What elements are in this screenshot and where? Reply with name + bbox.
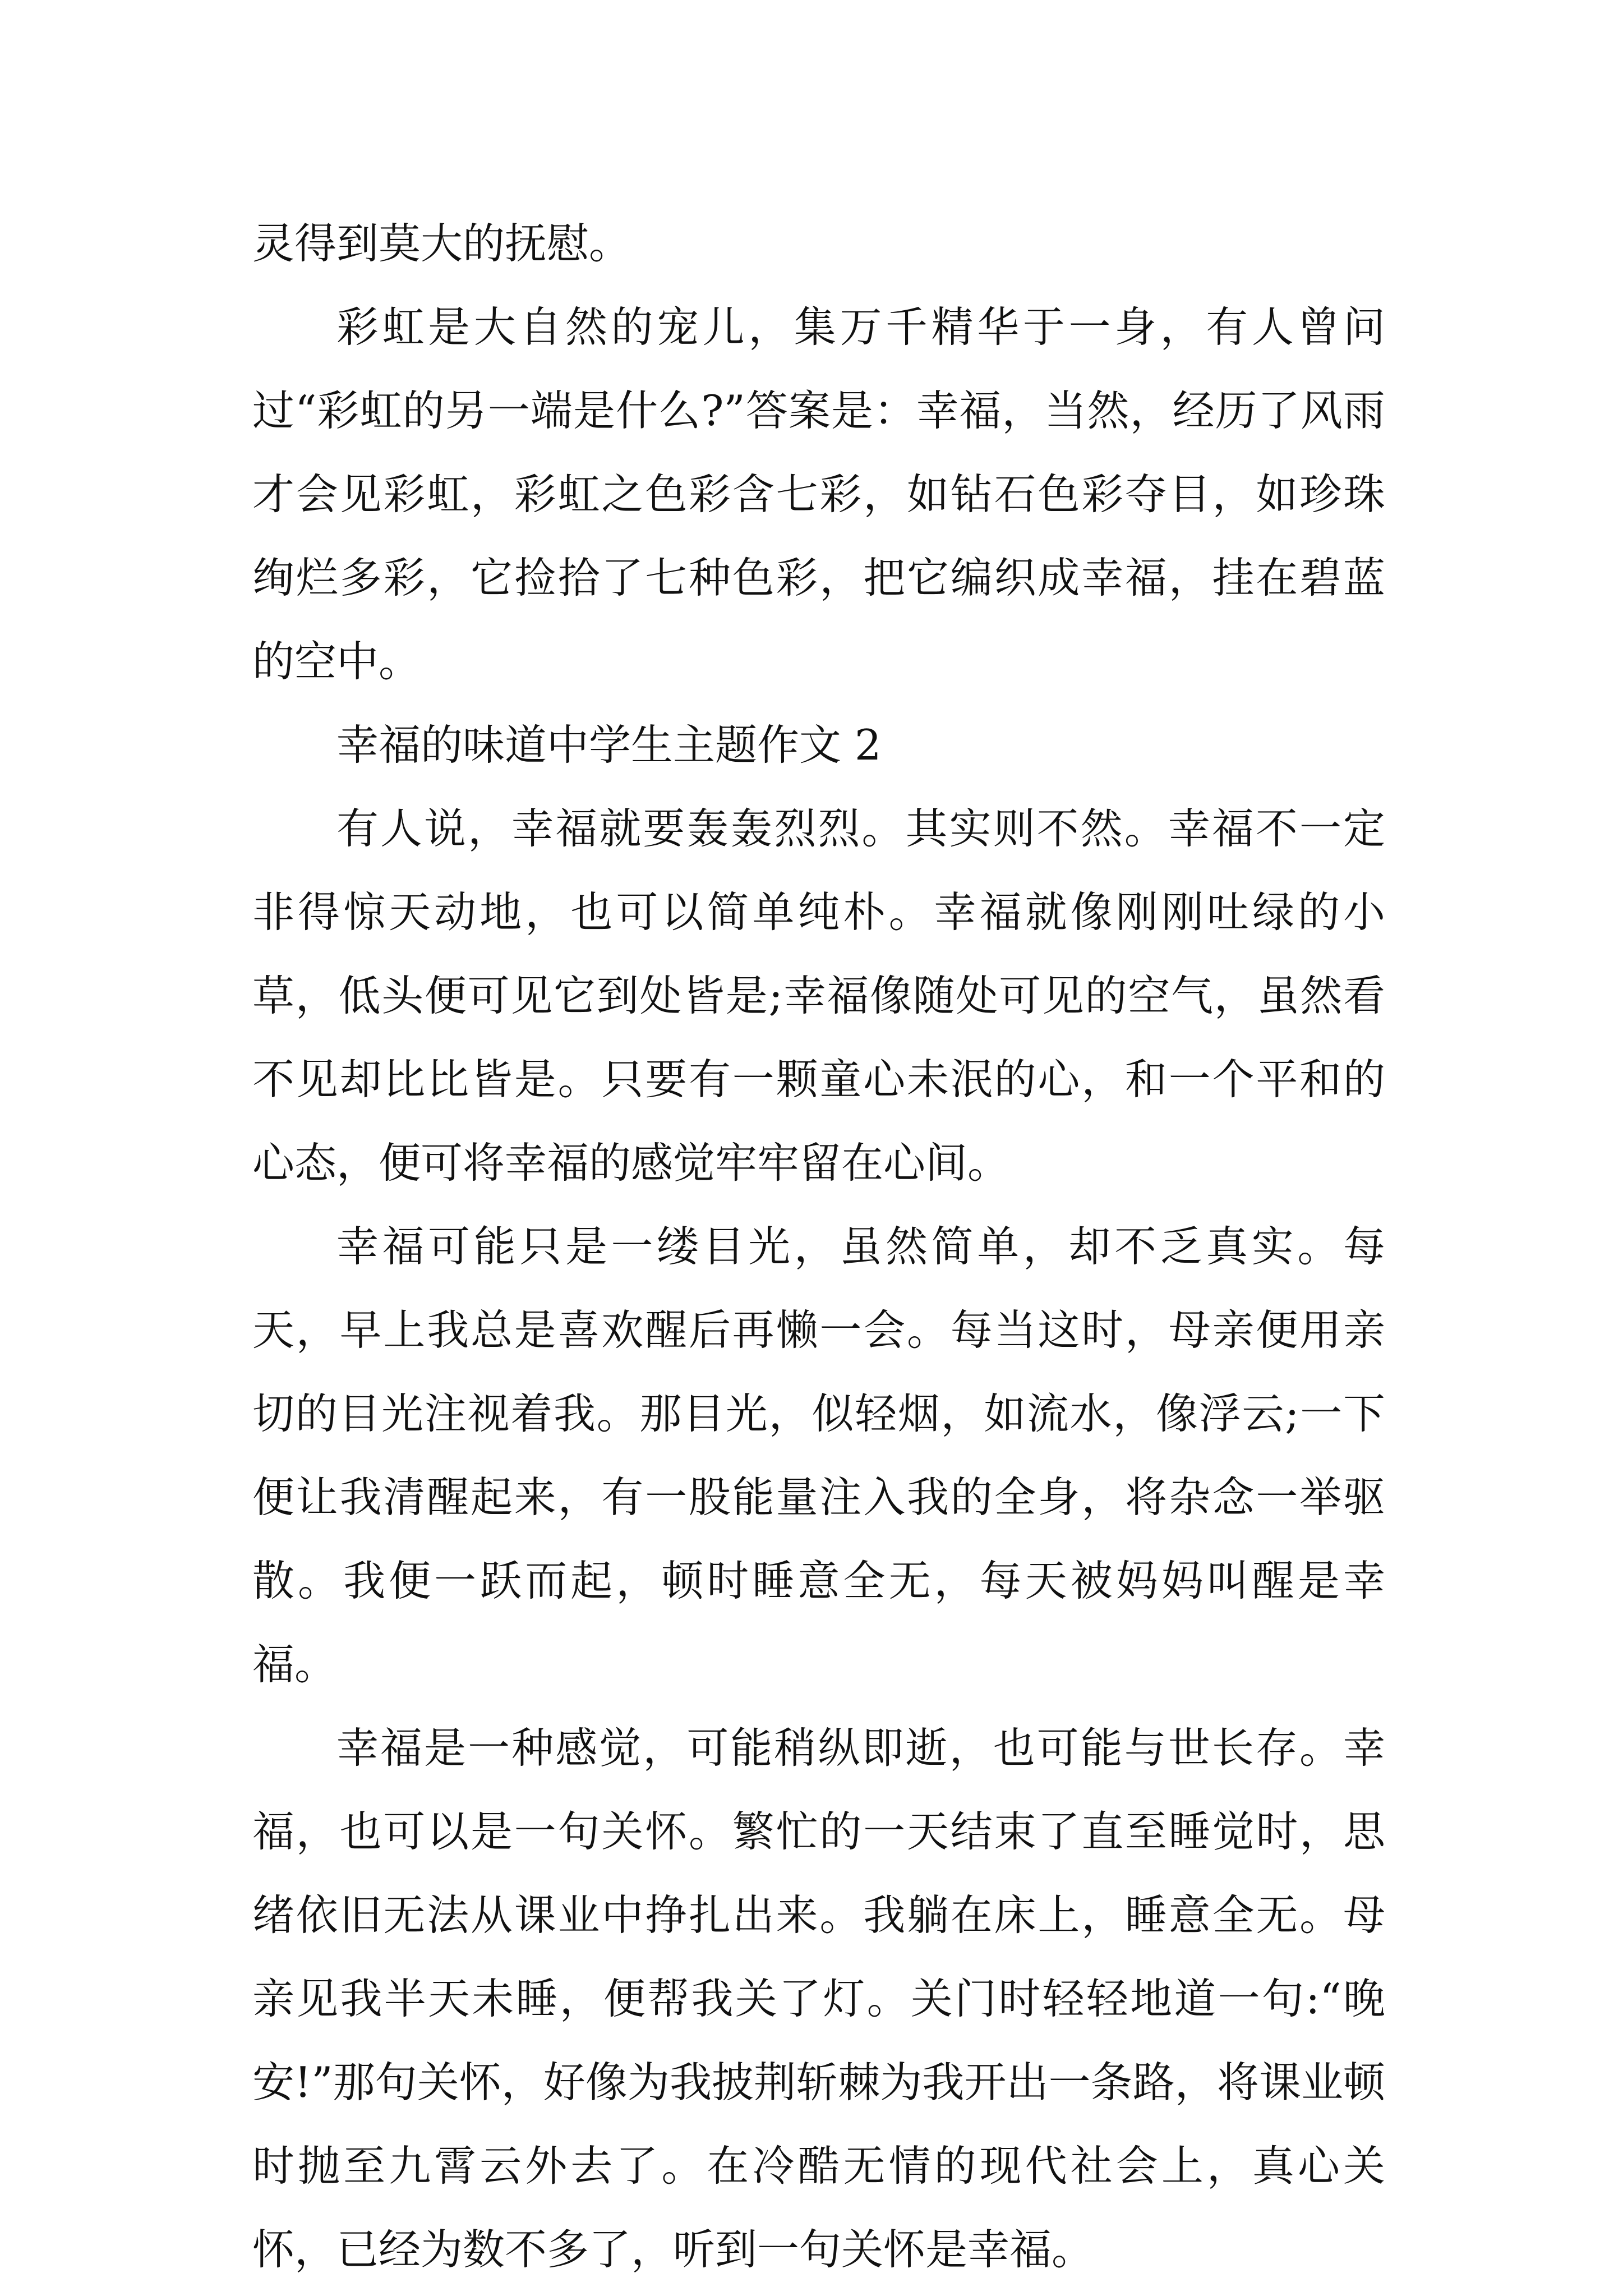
paragraph-happiness-intro: 有人说，幸福就要轰轰烈烈。其实则不然。幸福不一定非得惊天动地，也可以简单纯朴。幸福就像刚刚吐绿的小草，低头便可见它到处皆是;幸福像随处可见的空气，虽然看不见却比比皆是。只要有一颗童心未泯的心，和一个平和的心态，便可将幸福的感觉牢牢留在心间。 [252,804,1385,1188]
paragraph-rainbow: 彩虹是大自然的宠儿，集万千精华于一身，有人曾问过“彩虹的另一端是什么?”答案是：幸福，当然，经历了风雨才会见彩虹，彩虹之色彩含七彩，如钻石色彩夺目，如珍珠绚烂多彩，它捡拾了七种色彩，把它编织成幸福，挂在碧蓝的空中。 [252,302,1385,686]
paragraph-goodnight: 幸福是一种感觉，可能稍纵即逝，也可能与世长存。幸福，也可以是一句关怀。繁忙的一天结束了直至睡觉时，思绪依旧无法从课业中挣扎出来。我躺在床上，睡意全无。母亲见我半天未睡，便帮我关了灯。关门时轻轻地道一句:“晚安!”那句关怀，好像为我披荆斩棘为我开出一条路，将课业顿时抛至九霄云外去了。在冷酷无情的现代社会上，真心关怀，已经为数不多了，听到一句关怀是幸福。 [252,1723,1385,2274]
document-page [252,202,1385,2292]
paragraph-continuation: 灵得到莫大的抚慰。 [252,219,631,268]
paragraph-mother-gaze: 幸福可能只是一缕目光，虽然简单，却不乏真实。每天，早上我总是喜欢醒后再懒一会。每当这时，母亲便用亲切的目光注视着我。那目光，似轻烟，如流水，像浮云;一下便让我清醒起来，有一股能量注入我的全身，将杂念一举驱散。我便一跃而起，顿时睡意全无，每天被妈妈叫醒是幸福。 [252,1222,1385,1689]
essay-heading: 幸福的味道中学生主题作文 2 [336,720,882,770]
